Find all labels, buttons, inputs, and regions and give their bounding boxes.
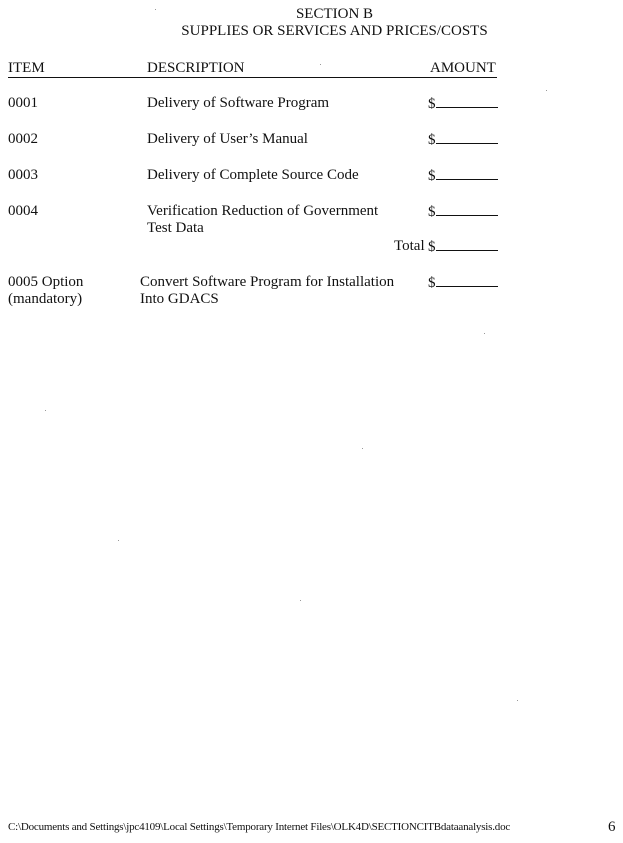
amount-blank-line	[436, 238, 498, 251]
total-amount-field[interactable]: $	[428, 238, 498, 256]
scan-speck	[118, 540, 119, 541]
page-number: 6	[608, 819, 616, 835]
amount-blank-line	[436, 95, 498, 108]
amount-blank-line	[436, 131, 498, 144]
scan-speck	[300, 600, 301, 601]
amount-field[interactable]: $	[428, 95, 498, 113]
item-number: 0001	[8, 95, 38, 111]
amount-field[interactable]: $	[428, 274, 498, 292]
scan-speck	[45, 410, 46, 411]
item-description: Delivery of Software Program	[147, 95, 330, 111]
amount-blank-line	[436, 167, 498, 180]
amount-field[interactable]: $	[428, 131, 498, 149]
footer-file-path: C:\Documents and Settings\jpc4109\Local Settings\Temporary Internet Files\OLK4D\SECTIONCITBdataanalysis.doc	[8, 821, 511, 833]
total-row	[394, 238, 425, 255]
item-description-line2: Test Data	[147, 220, 204, 236]
item-description: Delivery of Complete Source Code	[147, 167, 359, 183]
section-heading: SECTION B	[295, 6, 374, 22]
total-label: Total	[394, 238, 425, 254]
column-header-item: ITEM	[8, 60, 45, 76]
scan-speck	[155, 9, 156, 10]
amount-blank-line	[436, 274, 498, 287]
item-description: Delivery of User’s Manual	[147, 131, 308, 147]
section-title: SUPPLIES OR SERVICES AND PRICES/COSTS	[181, 23, 488, 39]
item-number: 0002	[8, 131, 38, 147]
item-note: (mandatory)	[8, 291, 83, 307]
scan-speck	[484, 333, 485, 334]
item-description-line2: Into GDACS	[140, 291, 219, 307]
column-header-amount: AMOUNT	[430, 60, 496, 76]
item-description: Convert Software Program for Installation	[140, 274, 395, 290]
amount-blank-line	[436, 203, 498, 216]
item-number: 0004	[8, 203, 38, 219]
scan-speck	[517, 700, 518, 701]
item-description: Verification Reduction of Government	[147, 203, 379, 219]
column-header-description: DESCRIPTION	[147, 60, 245, 76]
amount-field[interactable]: $	[428, 203, 498, 221]
scan-speck	[320, 64, 321, 65]
item-number: 0005 Option	[8, 274, 84, 290]
amount-field[interactable]: $	[428, 167, 498, 185]
scan-speck	[362, 448, 363, 449]
item-number: 0003	[8, 167, 38, 183]
header-underline	[8, 77, 497, 78]
scan-speck	[546, 90, 547, 91]
document-title	[0, 0, 623, 44]
